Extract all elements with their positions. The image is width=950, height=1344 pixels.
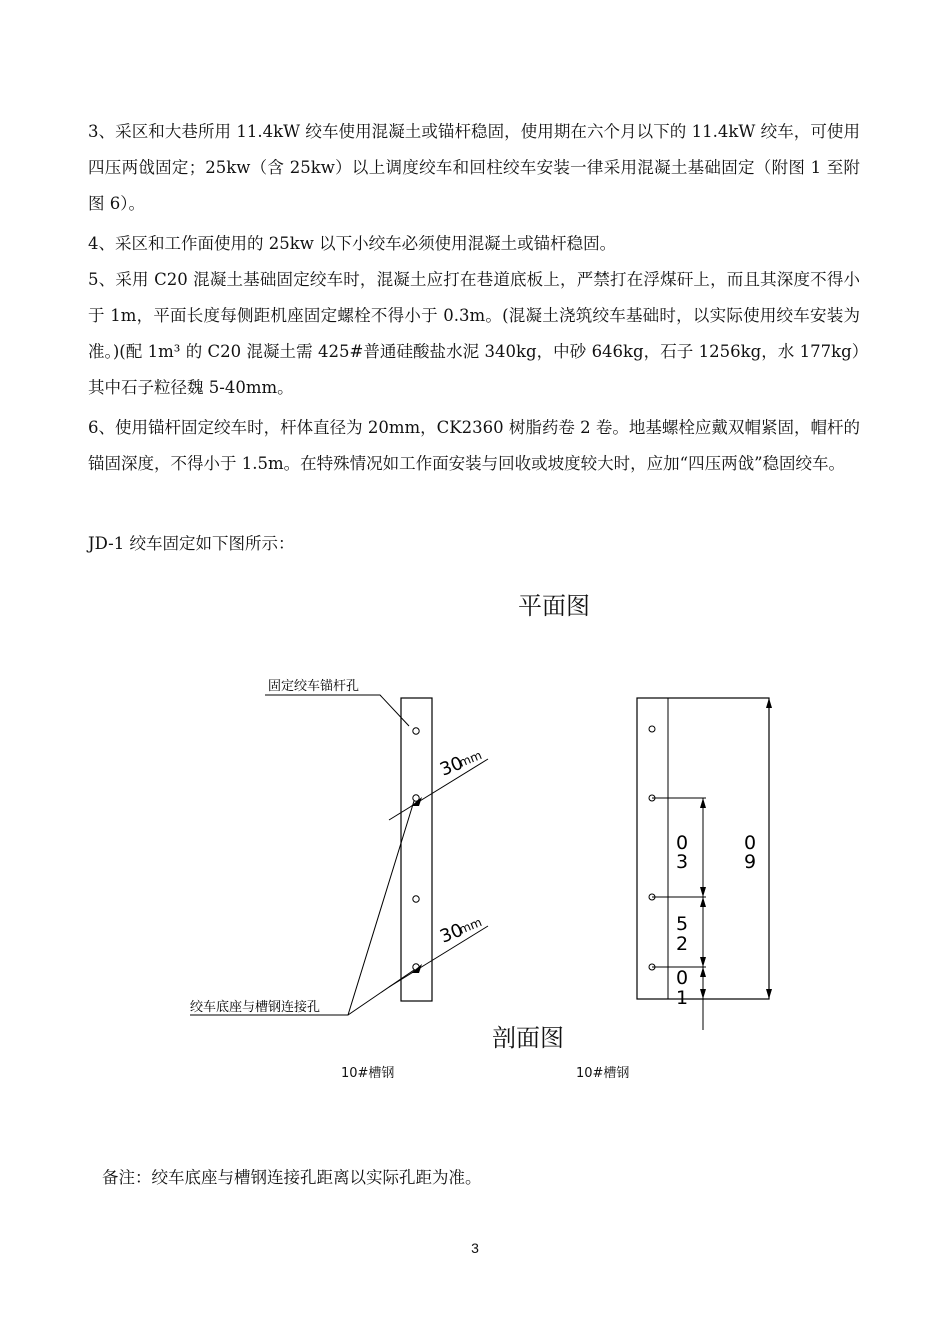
paragraph-6: 6、使用锚杆固定绞车时，杆体直径为 20mm，CK2360 树脂药卷 2 卷。地基螺栓应戴双帽紧固，帽杆的锚固深度，不得小于 1.5m。在特殊情况如工作面安装与回收或坡度较大时，应加“四压两戗”稳固绞车。 (88, 418, 860, 473)
figure-intro: JD-1 绞车固定如下图所示： (88, 534, 295, 553)
dim-09-b: 9 (744, 851, 757, 873)
dim-09-a: 0 (744, 832, 757, 854)
angle-label-1: 30 (437, 752, 467, 781)
angle-label-2: 30 (437, 919, 467, 948)
angle-line-1 (389, 759, 488, 820)
dim-01-b: 1 (676, 987, 689, 1009)
anchor-leader (265, 695, 409, 726)
dim-01-a: 0 (676, 967, 689, 989)
dim-25-a: 5 (676, 913, 689, 935)
label-anchor-hole: 固定绞车锚杆孔 (268, 679, 360, 694)
left-channel-steel (401, 698, 432, 1001)
dim-25-b: 2 (676, 933, 689, 955)
anchor-hole (413, 728, 419, 734)
angle-unit-1: mm (456, 748, 484, 770)
angle-unit-2: mm (456, 915, 484, 937)
caption-right-channel: 10#槽钢 (576, 1066, 630, 1081)
angle-line-2 (389, 926, 488, 987)
dim-03-b: 3 (676, 851, 689, 873)
paragraph-5: 5、采用 C20 混凝土基础固定绞车时，混凝土应打在巷道底板上，严禁打在浮煤矸上，而且其深度不得小于 1m，平面长度每侧距机座固定螺栓不得小于 0.3m。(混凝土浇筑绞车基础时，以实际使用绞车安装为准。)(配 1m³ 的 C20 混凝土需 425#普通硅酸盐水泥 340kg，中砂 646kg，石子 1256kg，水 177kg）其中石子粒径魏 5-40mm。 (88, 270, 860, 397)
connection-leader-2 (348, 970, 414, 1015)
dim-03-a: 0 (676, 832, 689, 854)
page-number: 3 (471, 1240, 479, 1256)
label-connection-hole: 绞车底座与槽钢连接孔 (190, 1000, 321, 1015)
plan-view-title: 平面图 (518, 592, 590, 620)
note: 备注：绞车底座与槽钢连接孔距离以实际孔距为准。 (102, 1168, 482, 1187)
section-view-title: 剖面图 (492, 1024, 564, 1052)
paragraph-4: 4、采区和工作面使用的 25kw 以下小绞车必须使用混凝土或锚杆稳固。 (88, 234, 617, 253)
connection-leader-1 (190, 801, 414, 1015)
anchor-hole-2 (413, 896, 419, 902)
caption-left-channel: 10#槽钢 (341, 1066, 395, 1081)
paragraph-3: 3、采区和大巷所用 11.4kW 绞车使用混凝土或锚杆稳固，使用期在六个月以下的 11.4kW 绞车，可使用四压两戗固定；25kw（含 25kw）以上调度绞车和回柱绞车安装一律采用混凝土基础固定（附图 1 至附图 6）。 (88, 122, 860, 213)
